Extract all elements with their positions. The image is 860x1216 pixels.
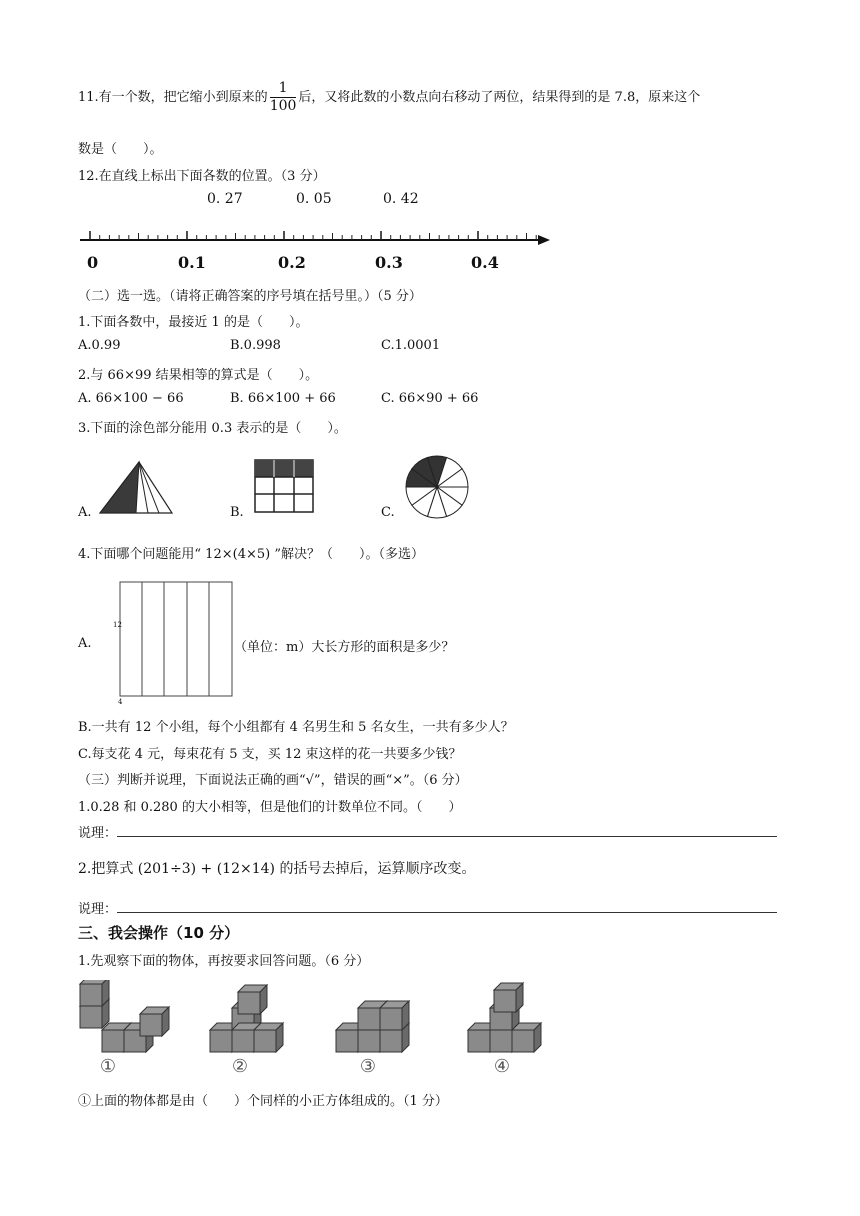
part3-title: （三）判断并说理，下面说法正确的画“√”，错误的画“×”。（6 分）: [78, 773, 468, 788]
q11-post: 后，又将此数的小数点向右移动了两位，结果得到的是 7.8，原来这个: [298, 90, 701, 105]
grid-figure: [252, 457, 316, 515]
mc1-question: 1.下面各数中，最接近 1 的是（ ）。: [78, 315, 309, 330]
sec3-sub-question-1: ①上面的物体都是由（ ）个同样的小正方体组成的。（1 分）: [78, 1094, 448, 1109]
answer-line[interactable]: [117, 902, 777, 913]
axis-label-0-3: 0.3: [375, 253, 403, 272]
rectangle-figure: [108, 576, 238, 706]
cube-front: [380, 1030, 402, 1052]
frac-denominator: 100: [269, 98, 297, 114]
mc2-option-a: A. 66×100 − 66: [78, 391, 184, 406]
cube-front: [468, 1030, 490, 1052]
fig-bottom-label: 4: [118, 698, 123, 706]
answer-line[interactable]: [117, 826, 777, 837]
mc1-option-c: C.1.0001: [381, 338, 441, 353]
cube-front: [494, 990, 516, 1012]
section3-title: 三、我会操作（10 分）: [78, 924, 240, 942]
cube-front: [238, 992, 260, 1014]
mc2-option-b: B. 66×100 + 66: [230, 391, 336, 406]
mc3-option-c: C.: [381, 505, 395, 520]
tf2-explain-line: [78, 898, 777, 917]
mc4-option-a-text: （单位：m）大长方形的面积是多少？: [234, 640, 455, 655]
cube-front: [80, 1006, 102, 1028]
tf1-explain-label: 说理：: [78, 826, 118, 841]
cube-front: [380, 1008, 402, 1030]
cube-front: [512, 1030, 534, 1052]
tf2-explain-label: 说理：: [78, 902, 118, 917]
figure-label: ④: [493, 1056, 511, 1077]
cube-front: [358, 1008, 380, 1030]
tf2-question: 2.把算式 (201÷3) + (12×14) 的括号去掉后，运算顺序改变。: [78, 861, 476, 877]
cube-front: [210, 1030, 232, 1052]
figure-label: ②: [231, 1056, 249, 1077]
q12-title: 12.在直线上标出下面各数的位置。（3 分）: [78, 169, 326, 184]
frac-numerator: 1: [270, 80, 297, 98]
cube-front: [358, 1030, 380, 1052]
q11-line2: 数是（ ）。: [78, 142, 163, 157]
axis-label-0: 0: [87, 253, 99, 272]
cube-front: [254, 1030, 276, 1052]
cube-front: [490, 1030, 512, 1052]
mc4-option-a-label: A.: [78, 636, 92, 651]
axis-arrow: [538, 235, 550, 245]
mc3-question: 3.下面的涂色部分能用 0.3 表示的是（ ）。: [78, 421, 347, 436]
mc4-question: 4.下面哪个问题能用“ 12×(4×5) ”解决？（ ）。（多选）: [78, 547, 424, 562]
axis-label-0-4: 0.4: [471, 253, 499, 272]
axis-label-0-2: 0.2: [278, 253, 306, 272]
q12-number-2: 0. 05: [296, 191, 332, 207]
circle-figure: [403, 453, 471, 521]
cube-front: [80, 984, 102, 1006]
tf1-explain-line: [78, 822, 777, 841]
fig-side-label: 12: [113, 621, 122, 629]
cube-front: [102, 1030, 124, 1052]
q11-pre: 11.有一个数，把它缩小到原来的: [78, 90, 268, 105]
sec3-question-1: 1.先观察下面的物体，再按要求回答问题。（6 分）: [78, 954, 370, 969]
cube-figures: [74, 980, 554, 1080]
triangle-figure: [96, 458, 176, 518]
mc1-option-a: A.0.99: [78, 338, 121, 353]
mc1-option-b: B.0.998: [230, 338, 281, 353]
tf1-question: 1.0.28 和 0.280 的大小相等，但是他们的计数单位不同。（ ）: [78, 800, 462, 815]
cube-front: [232, 1030, 254, 1052]
q12-number-1: 0. 27: [207, 191, 243, 207]
figure-label: ①: [99, 1056, 117, 1077]
figure-label: ③: [359, 1056, 377, 1077]
q11-fraction: [270, 80, 297, 115]
part2-title: （二）选一选。（请将正确答案的序号填在括号里。）（5 分）: [78, 289, 422, 304]
axis-label-0-1: 0.1: [178, 253, 206, 272]
mc3-option-b: B.: [230, 505, 244, 520]
mc3-option-a: A.: [78, 505, 92, 520]
mc4-option-b: B.一共有 12 个小组，每个小组都有 4 名男生和 5 名女生，一共有多少人？: [78, 720, 514, 735]
cube-front: [336, 1030, 358, 1052]
q12-number-3: 0. 42: [383, 191, 419, 207]
mc4-option-c: C.每支花 4 元，每束花有 5 支，买 12 束这样的花一共要多少钱？: [78, 747, 462, 762]
q11-line1: [78, 80, 700, 115]
mc2-question: 2.与 66×99 结果相等的算式是（ ）。: [78, 368, 319, 383]
mc2-option-c: C. 66×90 + 66: [381, 391, 479, 406]
cube-front: [140, 1014, 162, 1036]
